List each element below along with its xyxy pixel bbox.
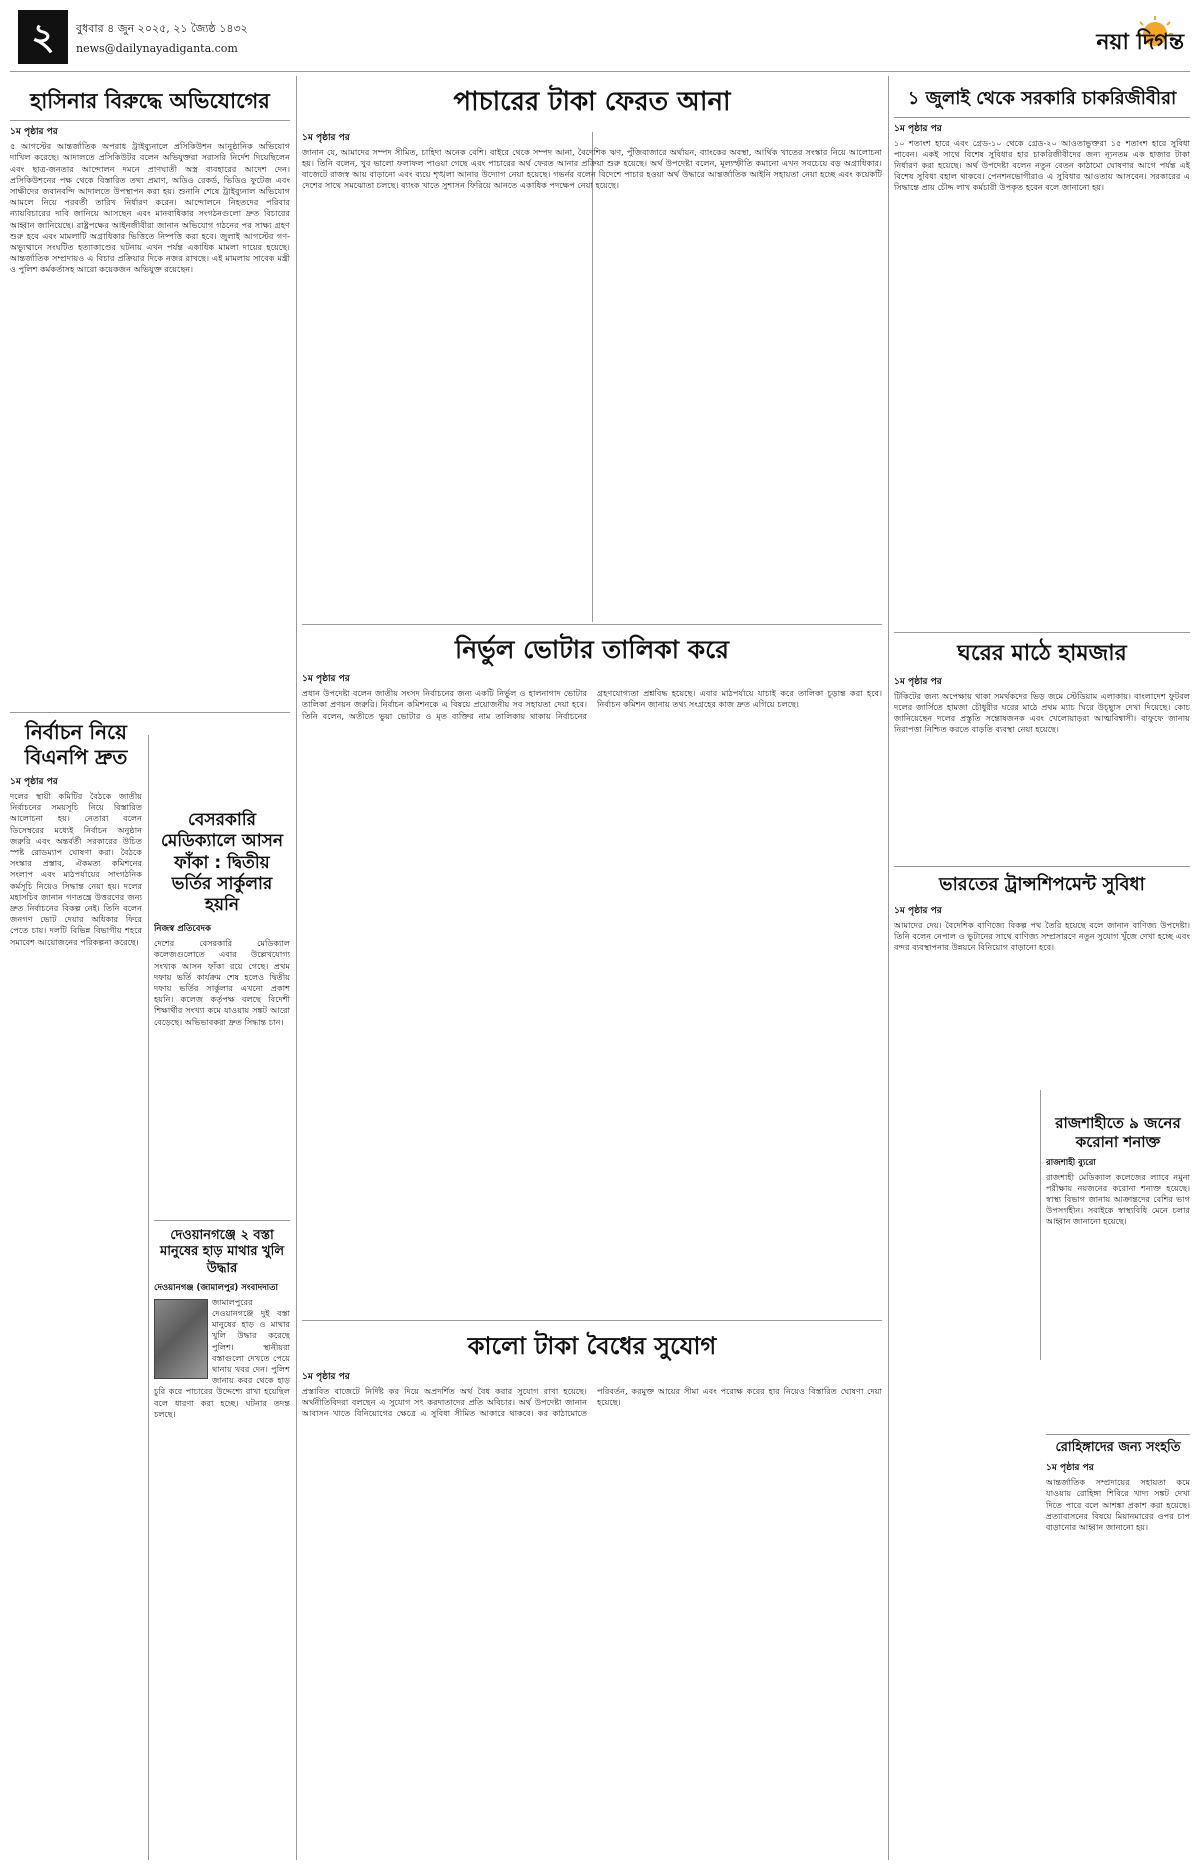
headline: বেসরকারি মেডিক্যালে আসন ফাঁকা : দ্বিতীয় ভর্তির সার্কুলার হয়নি xyxy=(160,810,284,915)
continuation-label: ১ম পৃষ্ঠার পর xyxy=(302,674,350,685)
headline: রাজশাহীতে ৯ জনের করোনা শনাক্ত xyxy=(1055,1114,1181,1151)
newspaper-logo xyxy=(1060,12,1184,64)
article-body: প্রধান উপদেষ্টা বলেন জাতীয় সংসদ নির্বাচনের জন্য একটি নির্ভুল ও হালনাগাদ ভোটার তালিকা প্রণয়ন জরুরি। নির্বাচন কমিশনকে এ বিষয়ে প্রয়োজনীয় সব সহায়তা দেয়া হবে। তিনি বলেন, অতীতে ভুয়া ভোটার ও মৃত ব্যক্তির নাম তালিকায় থাকায় নির্বাচনের গ্রহণযোগ্যতা প্রশ্নবিদ্ধ হয়েছে। এবার মাঠপর্যায়ে যাচাই করে তালিকা চূড়ান্ত করা হবে। নির্বাচন কমিশন জানায় তথ্য সংগ্রহের কাজ দ্রুত এগিয়ে চলছে। xyxy=(302,688,882,721)
article-body: দলের স্থায়ী কমিটির বৈঠকে জাতীয় নির্বাচনের সময়সূচি নিয়ে বিস্তারিত আলোচনা হয়। নেতারা বলেন ডিসেম্বরের মধ্যেই নির্বাচন অনুষ্ঠান জরুরি এবং অন্তর্বর্তী সরকারের উচিত স্পষ্ট রোডম্যাপ ঘোষণা করা। বৈঠকে সংস্কার প্রস্তাব, ঐকমত্য কমিশনের সংলাপ এবং মাঠপর্যায়ের সাংগঠনিক কর্মসূচি নিয়েও সিদ্ধান্ত নেয়া হয়। দলের মহাসচিব জানান গণতন্ত্রে উত্তরণের জন্য দ্রুত নির্বাচনের বিকল্প নেই। তিনি বলেন জনগণ ভোট দেয়ার অধিকার ফিরে পেতে চায়। দলটি বিভিন্ন বিভাগীয় শহরে সমাবেশ আয়োজনের পরিকল্পনা করেছে। xyxy=(10,791,142,947)
headline: পাচারের টাকা ফেরত আনা xyxy=(453,87,731,117)
headline: ঘরের মাঠে হামজার xyxy=(957,641,1127,666)
article-bnp xyxy=(10,716,142,1860)
article-hamza xyxy=(894,636,1190,862)
article-govt-employees xyxy=(894,80,1190,500)
continuation-label: ১ম পৃষ্ঠার পর xyxy=(10,777,58,787)
continuation-label: ১ম পৃষ্ঠার পর xyxy=(302,132,350,143)
continuation-label: ১ম পৃষ্ঠার পর xyxy=(1046,1463,1094,1474)
headline: কালো টাকা বৈধের সুযোগ xyxy=(467,1332,717,1360)
logo-wordmark: নয়া দিগন্ত xyxy=(1096,30,1184,55)
article-transshipment xyxy=(894,870,1190,1080)
article-black-money xyxy=(302,1320,882,1860)
masthead xyxy=(10,8,1190,72)
article-body: প্রস্তাবিত বাজেটে নির্দিষ্ট কর দিয়ে অপ্রদর্শিত অর্থ বৈধ করার সুযোগ রাখা হয়েছে। অর্থনীতিবিদরা বলছেন এ সুযোগ সৎ করদাতাদের প্রতি অবিচার। অর্থ উপদেষ্টা জানান আবাসন খাতে বিনিয়োগের ক্ষেত্রে এ সুবিধা সীমিত আকারে থাকবে। কর কাঠামোতে পরিবর্তন, করমুক্ত আয়ের সীমা এবং পরোক্ষ করের হার নিয়েও বিস্তারিত ঘোষণা দেয়া হয়েছে। xyxy=(302,1386,882,1419)
article-body: দেশের বেসরকারি মেডিক্যাল কলেজগুলোতে এবার উল্লেখযোগ্য সংখ্যক আসন ফাঁকা রয়ে গেছে। প্রথম দফায় ভর্তি কার্যক্রম শেষ হলেও দ্বিতীয় দফায় ভর্তির সার্কুলার এখনো প্রকাশ হয়নি। কলেজ কর্তৃপক্ষ বলছে বিদেশী শিক্ষার্থীর সংখ্যা কমে যাওয়ায় সঙ্কট আরো বেড়েছে। অভিভাবকরা দ্রুত সিদ্ধান্ত চান। xyxy=(154,938,290,1027)
headline: ভারতের ট্রান্সশিপমেন্ট সুবিধা xyxy=(939,874,1145,895)
article-voter-list xyxy=(302,628,882,928)
headline: নির্ভুল ভোটার তালিকা করে xyxy=(455,635,729,664)
article-body: আন্তর্জাতিক সম্প্রদায়ের সহায়তা কমে যাওয়ায় রোহিঙ্গা শিবিরে খাদ্য সঙ্কট দেখা দিতে পারে বলে আশঙ্কা প্রকাশ করা হয়েছে। প্রত্যাবাসনের বিষয়ে মিয়ানমারের ওপর চাপ বাড়ানোর আহ্বান জানানো হয়। xyxy=(1046,1477,1190,1533)
article-body: ৫ আগস্টের আন্তর্জাতিক অপরাধ ট্রাইব্যুনালে প্রসিকিউশন আনুষ্ঠানিক অভিযোগ দাখিল করেছে। আদালতে প্রসিকিউটর বলেন অভিযুক্তরা সরাসরি নির্দেশ দিয়েছিলেন এবং ছাত্র-জনতার আন্দোলন দমনে প্রাণঘাতী অস্ত্র ব্যবহারের আদেশ দেন। প্রসিকিউশনের পক্ষ থেকে বিস্তারিত তথ্য প্রমাণ, অডিও রেকর্ড, ভিডিও ফুটেজ এবং সাক্ষীদের জবানবন্দি আদালতে উপস্থাপন করা হয়। শুনানি শেষে ট্রাইব্যুনাল অভিযোগ আমলে নিয়ে পরবর্তী তারিখ নির্ধারণ করেন। আন্দোলনে নিহতদের পরিবার ন্যায়বিচারের দাবি জানিয়ে আসছেন এবং মানবাধিকার সংগঠনগুলো দ্রুত বিচারের আহ্বান জানিয়েছে। রাষ্ট্রপক্ষের আইনজীবীরা জানান অভিযোগ গঠনের পর সাক্ষ্য গ্রহণ শুরু হবে এবং মামলাটি অগ্রাধিকার ভিত্তিতে নিষ্পত্তি করা হবে। জুলাই আগস্টের গণ-অভ্যুত্থানে সংঘটিত হত্যাকাণ্ডের ঘটনায় এখন পর্যন্ত একাধিক মামলা দায়ের হয়েছে। আন্তর্জাতিক সম্প্রদায়ও এ বিচার প্রক্রিয়ার দিকে নজর রাখছে। এই মামলায় সাবেক মন্ত্রী ও পুলিশ কর্মকর্তাসহ আরো কয়েকজন অভিযুক্ত রয়েছেন। xyxy=(10,141,290,275)
continuation-label: ১ম পৃষ্ঠার পর xyxy=(10,127,58,138)
headline: হাসিনার বিরুদ্ধে অভিযোগের xyxy=(30,89,270,113)
dateline: বুধবার ৪ জুন ২০২৫, ২১ জ্যৈষ্ঠ ১৪৩২ xyxy=(76,22,248,35)
byline: দেওয়ানগঞ্জ (জামালপুর) সংবাদদাতা xyxy=(154,1282,278,1293)
page-number: ২ xyxy=(18,10,68,64)
headline: ১ জুলাই থেকে সরকারি চাকরিজীবীরা xyxy=(907,88,1177,109)
article-body: আমাদের দেয়। বৈদেশিক বাণিজ্যে বিকল্প পথ তৈরি হয়েছে বলে জানান বাণিজ্য উপদেষ্টা। তিনি বলেন নেপাল ও ভুটানের সাথে বাণিজ্য সম্প্রসারণে নতুন সুযোগ খুঁজে দেখা হচ্ছে এবং বন্দর ব্যবস্থাপনার উন্নয়নে বিনিয়োগ বাড়ানো হবে। xyxy=(894,919,1190,952)
headline: নির্বাচন নিয়ে বিএনপি দ্রুত xyxy=(24,720,128,769)
article-hasina xyxy=(10,80,290,708)
continuation-label: ১ম পৃষ্ঠার পর xyxy=(894,676,942,687)
article-skull xyxy=(154,1226,290,1860)
email-address[interactable]: news@dailynayadiganta.com xyxy=(76,42,238,55)
article-body: জানান যে, আমাদের সম্পদ সীমিত, চাহিদা অনেক বেশি। বাইরে থেকে সম্পদ আনা, বৈদেশিক ঋণ, পুঁজিবাজারে অর্থায়ন, ব্যাংকের অবস্থা, আর্থিক খাতের সংস্কার নিয়ে আলোচনা হয়। তিনি বলেন, খুব ভালো ফলাফল পাওয়া গেছে এবং পাচারের অর্থ ফেরত আনার প্রক্রিয়া শুরু হয়েছে। অর্থ উপদেষ্টা বলেন, মূল্যস্ফীতি কমানো এখন সবচেয়ে বড় অগ্রাধিকার। বাজেটে রাজস্ব আয় বাড়ানো এবং ব্যয়ে শৃঙ্খলা আনার উদ্যোগ নেয়া হয়েছে। গভর্নর বলেন বিদেশে পাচার হওয়া অর্থ উদ্ধারে আন্তর্জাতিক আইনি সহায়তা নেয়া হচ্ছে এবং কয়েকটি দেশের সাথে সমঝোতা চলছে। ব্যাংক খাতে সুশাসন ফিরিয়ে আনতে একাধিক পদক্ষেপ নেয়া হয়েছে। xyxy=(302,146,882,191)
continuation-label: ১ম পৃষ্ঠার পর xyxy=(894,905,942,916)
continuation-label: ১ম পৃষ্ঠার পর xyxy=(894,123,942,134)
headline: দেওয়ানগঞ্জে ২ বস্তা মানুষের হাড় মাথার খুলি উদ্ধার xyxy=(159,1228,285,1276)
article-body: ১০ শতাংশ হারে এবং গ্রেড-১০ থেকে গ্রেড-২০ আওতাভুক্তরা ১৫ শতাংশ হারে সুবিধা পাবেন। একই সাথে বিশেষ সুবিধার হার চাকরিজীবীদের জন্য ন্যূনতম এক হাজার টাকা নির্ধারণ করা হয়েছে। অর্থ উপদেষ্টা বলেন নতুন বেতন কাঠামো ঘোষণার আগে পর্যন্ত এই বিশেষ সুবিধা বহাল থাকবে। পেনশনভোগীরাও এ সুবিধার আওতায় আসবেন। সরকারের এ সিদ্ধান্তে প্রায় চৌদ্দ লাখ কর্মচারী উপকৃত হবেন বলে জানানো হয়। xyxy=(894,137,1190,193)
skull-photo xyxy=(154,1299,208,1379)
continuation-label: ১ম পৃষ্ঠার পর xyxy=(302,1372,350,1382)
article-body: টিকিটের জন্য অপেক্ষায় থাকা সমর্থকদের ভিড় জমে স্টেডিয়াম এলাকায়। বাংলাদেশ ফুটবল দলের জার্সিতে হামজা চৌধুরীর ঘরের মাঠে প্রথম ম্যাচ ঘিরে উচ্ছ্বাস দেখা দিয়েছে। কোচ জানিয়েছেন দলের প্রস্তুতি সন্তোষজনক এবং খেলোয়াড়রা আত্মবিশ্বাসী। বাফুফে জানায় নিরাপত্তা নিশ্চিত করতে বাড়তি ব্যবস্থা নেয়া হয়েছে। xyxy=(894,690,1190,735)
byline: রাজশাহী ব্যুরো xyxy=(1046,1157,1096,1168)
article-body: জামালপুরের দেওয়ানগঞ্জে দুই বস্তা মানুষের হাড় ও মাথার খুলি উদ্ধার করেছে পুলিশ। স্থানীয়রা বস্তাগুলো দেখতে পেয়ে থানায় খবর দেন। পুলিশ জানায় কবর থেকে হাড় চুরি করে পাচারের উদ্দেশ্যে রাখা হয়েছিল বলে ধারণা করা হচ্ছে। ঘটনার তদন্ত চলছে। xyxy=(154,1296,290,1419)
article-corona xyxy=(1046,1110,1190,1350)
article-medical xyxy=(154,806,290,1216)
article-body: রাজশাহী মেডিক্যাল কলেজের ল্যাবে নমুনা পরীক্ষায় নয়জনের করোনা শনাক্ত হয়েছে। স্বাস্থ্য বিভাগ জানায় আক্রান্তদের বেশির ভাগ উপসর্গহীন। সবাইকে স্বাস্থ্যবিধি মেনে চলার আহ্বান জানানো হয়েছে। xyxy=(1046,1171,1190,1227)
byline: নিজস্ব প্রতিবেদক xyxy=(154,924,211,935)
article-money-laundering xyxy=(302,80,882,620)
headline: রোহিঙ্গাদের জন্য সংহতি xyxy=(1055,1440,1181,1455)
article-rohingya xyxy=(1046,1438,1190,1858)
